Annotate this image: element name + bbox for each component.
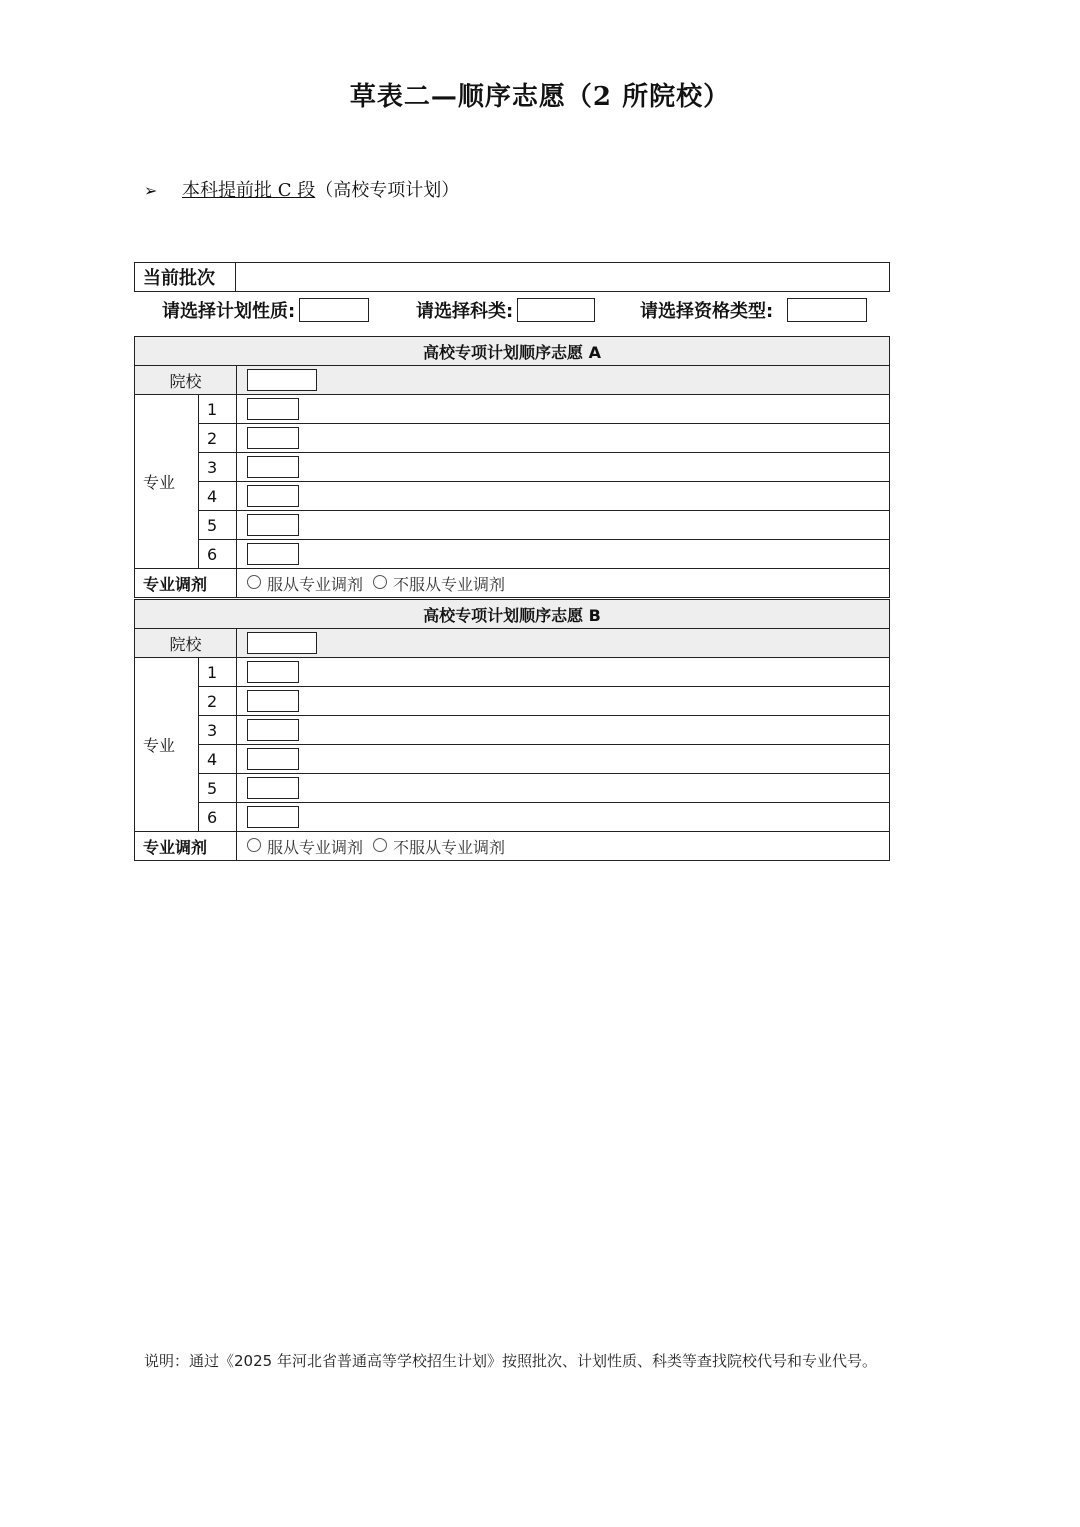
- major-code-input[interactable]: [247, 690, 299, 712]
- major-number: 1: [199, 658, 237, 687]
- major-number: 2: [199, 687, 237, 716]
- plan-nature-label: 请选择计划性质:: [162, 301, 296, 322]
- volunteer-table-a: [134, 336, 890, 598]
- adjustment-label: 专业调剂: [135, 832, 237, 861]
- plan-nature-selector: [162, 296, 369, 324]
- major-code-input[interactable]: [247, 456, 299, 478]
- reject-adjustment-radio[interactable]: [373, 838, 387, 852]
- volunteer-table-b: [134, 599, 890, 861]
- current-batch-label: 当前批次: [135, 263, 236, 291]
- adjustment-label: 专业调剂: [135, 569, 237, 598]
- qualification-type-label: 请选择资格类型:: [640, 301, 774, 322]
- volunteer-b-heading: 高校专项计划顺序志愿 B: [135, 600, 890, 629]
- major-code-input[interactable]: [247, 398, 299, 420]
- major-code-input[interactable]: [247, 543, 299, 565]
- major-number: 4: [199, 482, 237, 511]
- qualification-type-selector: [640, 296, 867, 324]
- major-code-input[interactable]: [247, 427, 299, 449]
- major-number: 1: [199, 395, 237, 424]
- major-code-input[interactable]: [247, 777, 299, 799]
- plan-nature-input[interactable]: [299, 298, 369, 322]
- major-code-input[interactable]: [247, 719, 299, 741]
- accept-adjustment-radio[interactable]: [247, 838, 261, 852]
- volunteer-a-heading: 高校专项计划顺序志愿 A: [135, 337, 890, 366]
- subject-type-input[interactable]: [517, 298, 595, 322]
- school-label: 院校: [135, 629, 237, 658]
- major-number: 2: [199, 424, 237, 453]
- major-number: 3: [199, 453, 237, 482]
- major-number: 5: [199, 774, 237, 803]
- major-label: 专业: [135, 658, 199, 832]
- page-title: 草表二—顺序志愿（2 所院校）: [349, 82, 731, 112]
- selector-row: [162, 296, 892, 326]
- current-batch-row: [134, 262, 890, 292]
- school-label: 院校: [135, 366, 237, 395]
- major-code-input[interactable]: [247, 748, 299, 770]
- major-number: 5: [199, 511, 237, 540]
- arrow-bullet-icon: ➢: [144, 181, 158, 200]
- major-code-input[interactable]: [247, 661, 299, 683]
- major-code-input[interactable]: [247, 514, 299, 536]
- accept-adjustment-label: 服从专业调剂: [267, 837, 364, 857]
- school-code-input[interactable]: [247, 369, 317, 391]
- section-batch-name: 本科提前批 C 段: [182, 180, 316, 201]
- major-number: 4: [199, 745, 237, 774]
- school-code-input[interactable]: [247, 632, 317, 654]
- section-plan-name: （高校专项计划）: [315, 180, 460, 201]
- accept-adjustment-label: 服从专业调剂: [267, 574, 364, 594]
- major-code-input[interactable]: [247, 806, 299, 828]
- major-number: 6: [199, 540, 237, 569]
- subject-type-label: 请选择科类:: [416, 301, 514, 322]
- major-number: 3: [199, 716, 237, 745]
- subject-type-selector: [416, 296, 595, 324]
- current-batch-value[interactable]: [236, 263, 889, 291]
- major-number: 6: [199, 803, 237, 832]
- qualification-type-input[interactable]: [787, 298, 867, 322]
- major-code-input[interactable]: [247, 485, 299, 507]
- accept-adjustment-radio[interactable]: [247, 575, 261, 589]
- section-heading: [144, 176, 459, 202]
- reject-adjustment-label: 不服从专业调剂: [393, 574, 506, 594]
- reject-adjustment-radio[interactable]: [373, 575, 387, 589]
- footnote: 说明：通过《2025 年河北省普通高等学校招生计划》按照批次、计划性质、科类等查找院校代号和专业代号。: [144, 1352, 877, 1370]
- reject-adjustment-label: 不服从专业调剂: [393, 837, 506, 857]
- major-label: 专业: [135, 395, 199, 569]
